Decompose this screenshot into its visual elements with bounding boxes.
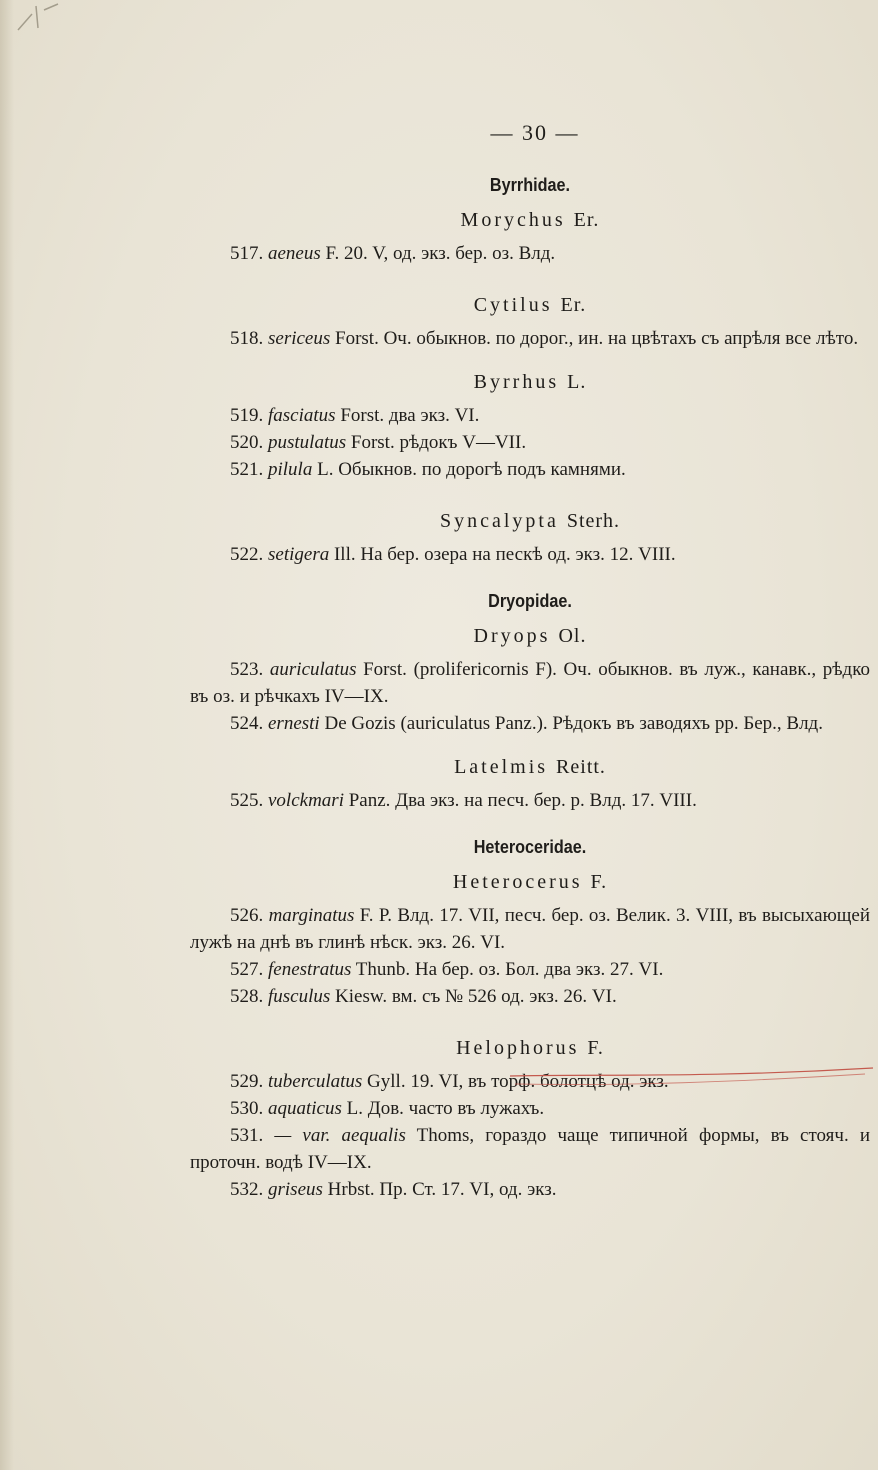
species-entry: 521. pilula L. Обыкнов. по дорогѣ подъ камнями. [230, 459, 626, 480]
pen-underline [505, 1062, 875, 1092]
page-number: — 30 — [490, 120, 580, 145]
pencil-mark [14, 0, 64, 40]
genus-heading: Morychus Er. [460, 209, 600, 231]
family-heading: Byrrhidae. [489, 175, 571, 195]
genus-heading: Byrrhus L. [473, 371, 587, 393]
species-entry: 528. fusculus Kiesw. вм. съ № 526 од. экз. 26. VI. [230, 986, 617, 1007]
species-entry: 532. griseus Hrbst. Пр. Ст. 17. VI, од. экз. [230, 1179, 557, 1200]
species-entry: 530. aquaticus L. Дов. часто въ лужахъ. [230, 1098, 545, 1119]
genus-heading: Cytilus Er. [473, 294, 587, 316]
genus-heading: Dryops Ol. [473, 625, 587, 647]
family-heading: Heteroceridae. [473, 837, 587, 857]
genus-heading: Latelmis Reitt. [454, 756, 606, 778]
species-entry: 519. fasciatus Forst. два экз. VI. [230, 405, 480, 426]
genus-heading: Heterocerus F. [452, 871, 608, 893]
species-entry: 520. pustulatus Forst. рѣдокъ V—VII. [230, 432, 527, 453]
species-entry: 529. tuberculatus Gyll. 19. VI, въ торф. болотцѣ од. экз. [230, 1071, 669, 1092]
species-entry: 527. fenestratus Thunb. На бер. оз. Бол. два экз. 27. VI. [230, 959, 664, 980]
species-entry: 517. aeneus F. 20. V, од. экз. бер. оз. Влд. [230, 243, 556, 264]
species-entry: 524. ernesti De Gozis (auriculatus Panz.). Рѣдокъ въ заводяхъ рр. Бер., Влд. [230, 713, 823, 734]
family-heading: Dryopidae. [488, 591, 572, 611]
species-entry: 531. — var. aequalis Thoms, гораздо чаще типичной формы, въ стояч. и проточн. водѣ IV—IX. [190, 1125, 871, 1173]
species-entry: 522. setigera Ill. На бер. озера на пескѣ од. экз. 12. VIII. [230, 544, 676, 565]
species-entry: 526. marginatus F. P. Влд. 17. VII, песч. бер. оз. Велик. 3. VIII, въ высыхающей лужѣ на днѣ въ глинѣ нѣск. экз. 26. VI. [190, 905, 871, 953]
species-entry: 523. auriculatus Forst. (prolifericornis F). Оч. обыкнов. въ луж., канавк., рѣдко въ оз. и рѣчкахъ IV—IX. [190, 659, 870, 707]
page-edge-shadow [0, 0, 14, 1470]
catalog-text [190, 170, 870, 1203]
genus-heading: Helophorus F. [456, 1037, 604, 1059]
genus-heading: Syncalypta Sterh. [439, 510, 621, 532]
species-entry: 525. volckmari Panz. Два экз. на песч. бер. р. Влд. 17. VIII. [230, 790, 697, 811]
species-entry: 518. sericeus Forst. Оч. обыкнов. по дорог., ин. на цвѣтахъ съ апрѣля все лѣто. [230, 328, 859, 349]
